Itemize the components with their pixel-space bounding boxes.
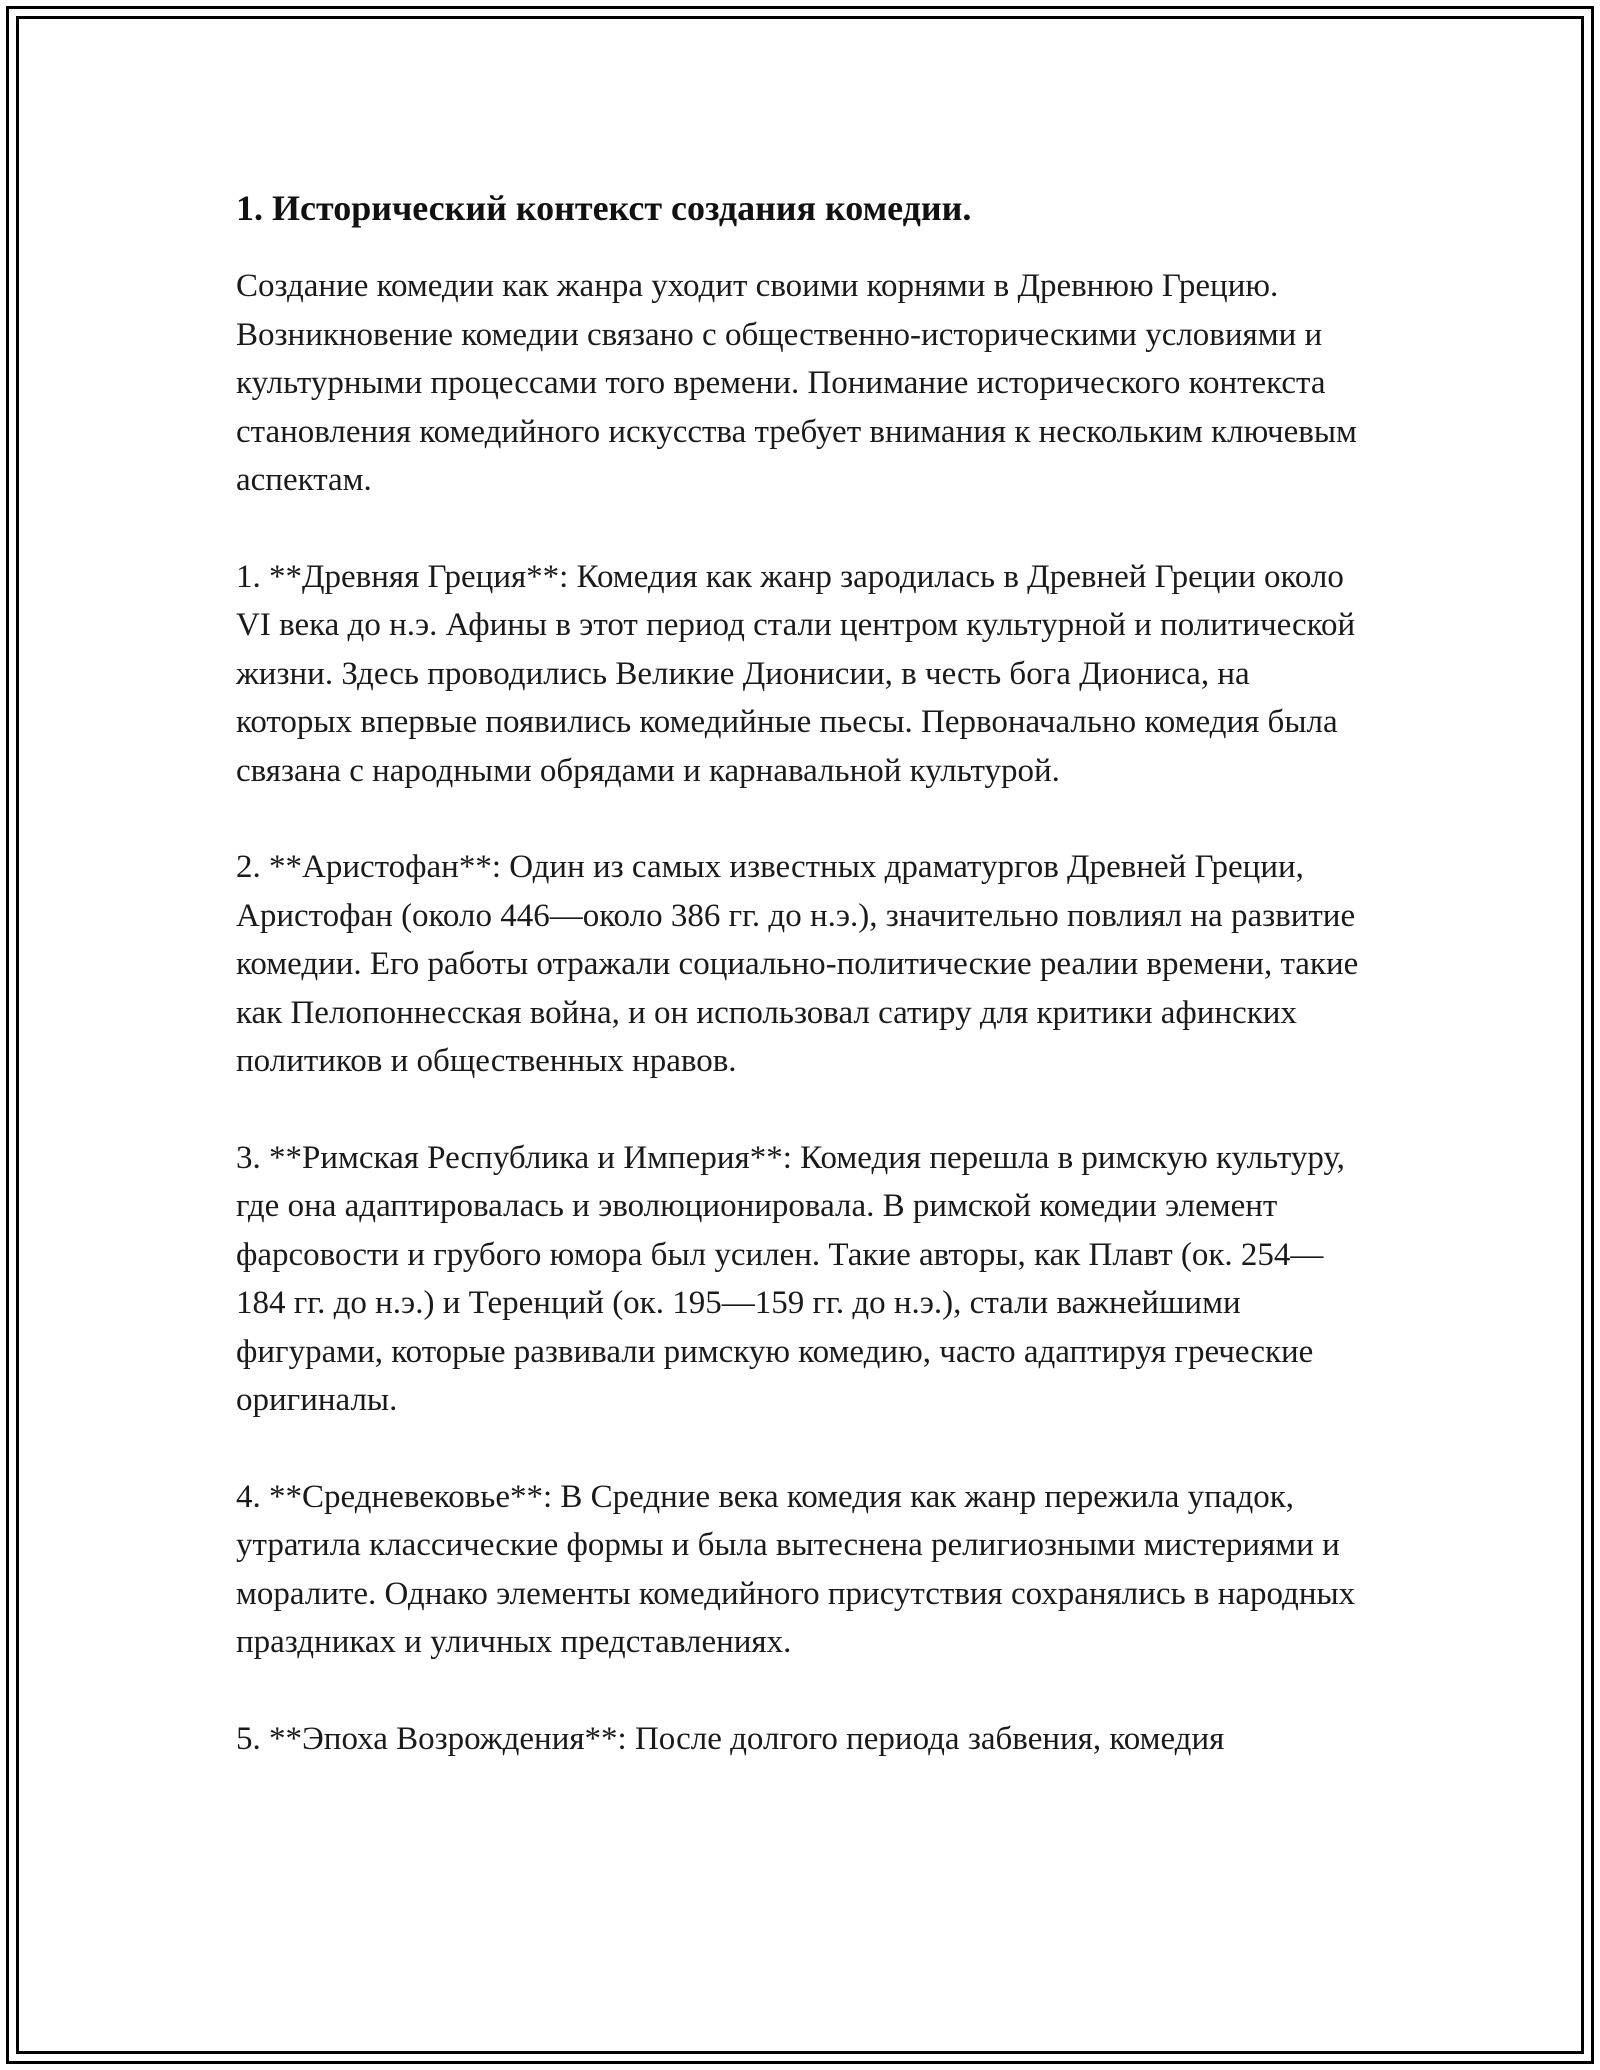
paragraph-middle-ages: 4. **Средневековье**: В Средние века комедия как жанр пережила упадок, утратила классические формы и была вытеснена религиозными мистериями и моралите. Однако элементы комедийного присутствия сохранялись в народных праздниках и уличных представлениях.	[236, 1478, 1356, 1660]
paragraph-renaissance: 5. **Эпоха Возрождения**: После долгого периода забвения, комедия	[236, 1720, 1225, 1757]
document-body	[236, 184, 1366, 1811]
paragraph-ancient-greece: 1. **Древняя Греция**: Комедия как жанр зародилась в Древней Греции около VI века до н.э. Афины в этот период стали центром культурной и политической жизни. Здесь проводились Великие Дионисии, в честь бога Диониса, на которых впервые появились комедийные пьесы. Первоначально комедия была связана с народными обрядами и карнавальной культурой.	[236, 558, 1356, 789]
intro-paragraph: Создание комедии как жанра уходит своими корнями в Древнюю Грецию. Возникновение комедии связано с общественно-историческими условиями и культурными процессами того времени. Понимание исторического контекста становления комедийного искусства требует внимания к нескольким ключевым аспектам.	[236, 268, 1357, 498]
section-heading: 1. Исторический контекст создания комедии.	[236, 188, 972, 228]
paragraph-aristophanes: 2. **Аристофан**: Один из самых известных драматургов Древней Греции, Аристофан (около 446—около 386 гг. до н.э.), значительно повлиял на развитие комедии. Его работы отражали социально-политические реалии времени, такие как Пелопоннесская война, и он использовал сатиру для критики афинских политиков и общественных нравов.	[236, 849, 1359, 1079]
paragraph-rome: 3. **Римская Республика и Империя**: Комедия перешла в римскую культуру, где она адаптировалась и эволюционировала. В римской комедии элемент фарсовости и грубого юмора был усилен. Такие авторы, как Плавт (ок. 254—184 гг. до н.э.) и Теренций (ок. 195—159 гг. до н.э.), стали важнейшими фигурами, которые развивали римскую комедию, часто адаптируя греческие оригиналы.	[236, 1139, 1345, 1418]
